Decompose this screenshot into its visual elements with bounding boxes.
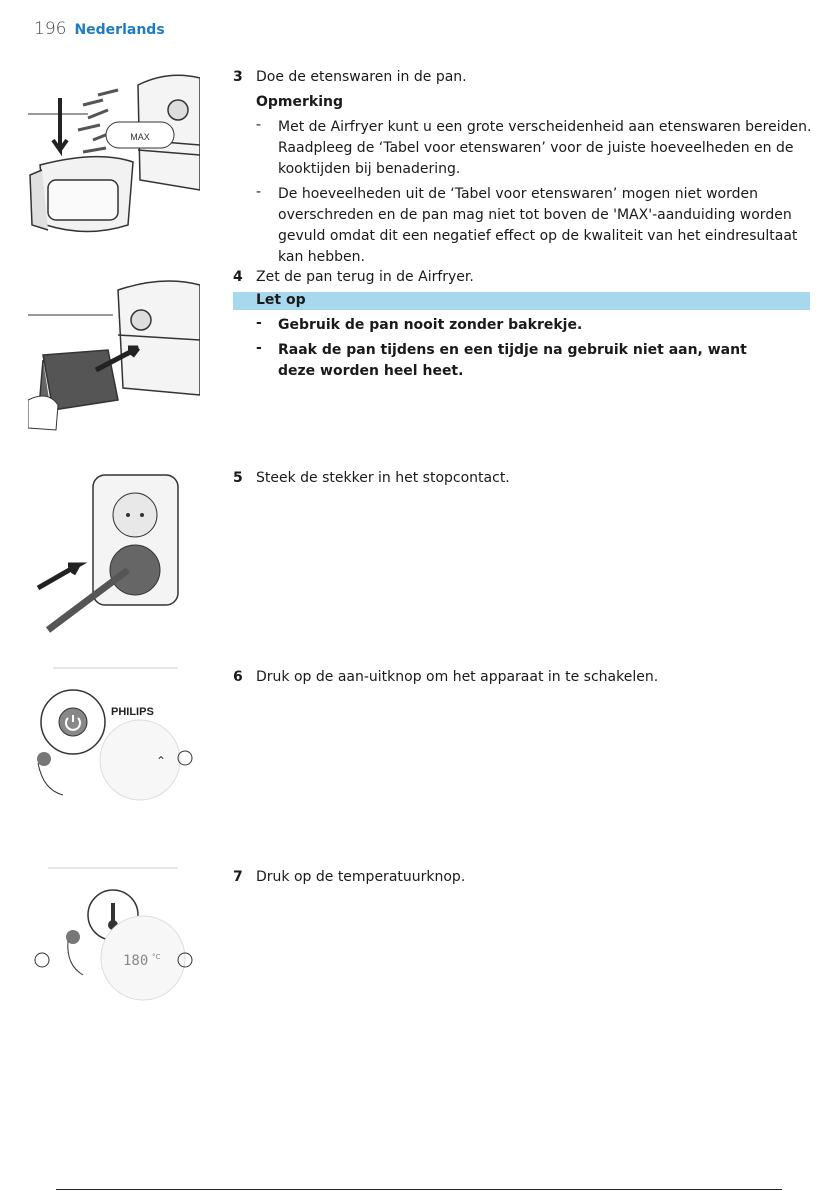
brand-label: PHILIPS: [111, 706, 154, 718]
step-number: 6: [233, 669, 243, 685]
note-item: - Met de Airfryer kunt u een grote verscheidenheid aan etenswaren bereiden. Raadpleeg de ‘Tabel voor etenswaren’ voor de juiste hoeveelheden en de kooktijden bij benadering.: [256, 117, 812, 180]
step-7: [233, 867, 465, 888]
step-number: 7: [233, 869, 243, 885]
caution-list: [256, 315, 812, 382]
caution-banner: [233, 292, 810, 310]
illustration-insert-pan: [28, 270, 200, 438]
caution-title: Let op: [256, 292, 306, 308]
illustration-plug-socket: [28, 470, 200, 640]
step-number: 5: [233, 470, 243, 486]
illustration-power-button: [28, 665, 200, 805]
step-6: [233, 667, 658, 688]
note-block: [256, 92, 812, 268]
step-number: 4: [233, 269, 243, 285]
step-5: [233, 468, 510, 489]
illustration-fill-basket: [28, 70, 200, 238]
step-text: Druk op de temperatuurknop.: [256, 869, 466, 885]
step-4: [233, 267, 474, 288]
step-text: Druk op de aan-uitknop om het apparaat in te schakelen.: [256, 669, 659, 685]
page-number: 196: [34, 19, 67, 39]
step-text: Zet de pan terug in de Airfryer.: [256, 269, 474, 285]
page-header: [34, 19, 165, 39]
display-unit: °C: [152, 953, 161, 961]
step-3: [233, 67, 467, 88]
footer-divider: [56, 1189, 782, 1190]
step-number: 3: [233, 69, 243, 85]
note-item: - De hoeveelheden uit de ‘Tabel voor etenswaren’ mogen niet worden overschreden en de pan mag niet tot boven de 'MAX'-aanduiding worden gevuld omdat dit een negatief effect op de kwaliteit van het eindresultaat kan hebben.: [256, 184, 812, 268]
note-title: Opmerking: [256, 94, 344, 110]
max-label: MAX: [130, 132, 150, 142]
step-text: Steek de stekker in het stopcontact.: [256, 470, 510, 486]
caution-item: - Gebruik de pan nooit zonder bakrekje.: [256, 315, 812, 336]
display-temp: 180: [123, 953, 149, 969]
illustration-temp-button: [28, 865, 200, 1005]
language-label: Nederlands: [74, 22, 165, 38]
svg-text:⌃: ⌃: [156, 754, 167, 768]
caution-item: - Raak de pan tijdens en een tijdje na gebruik niet aan, want deze worden heel heet.: [256, 340, 778, 382]
step-text: Doe de etenswaren in de pan.: [256, 69, 467, 85]
